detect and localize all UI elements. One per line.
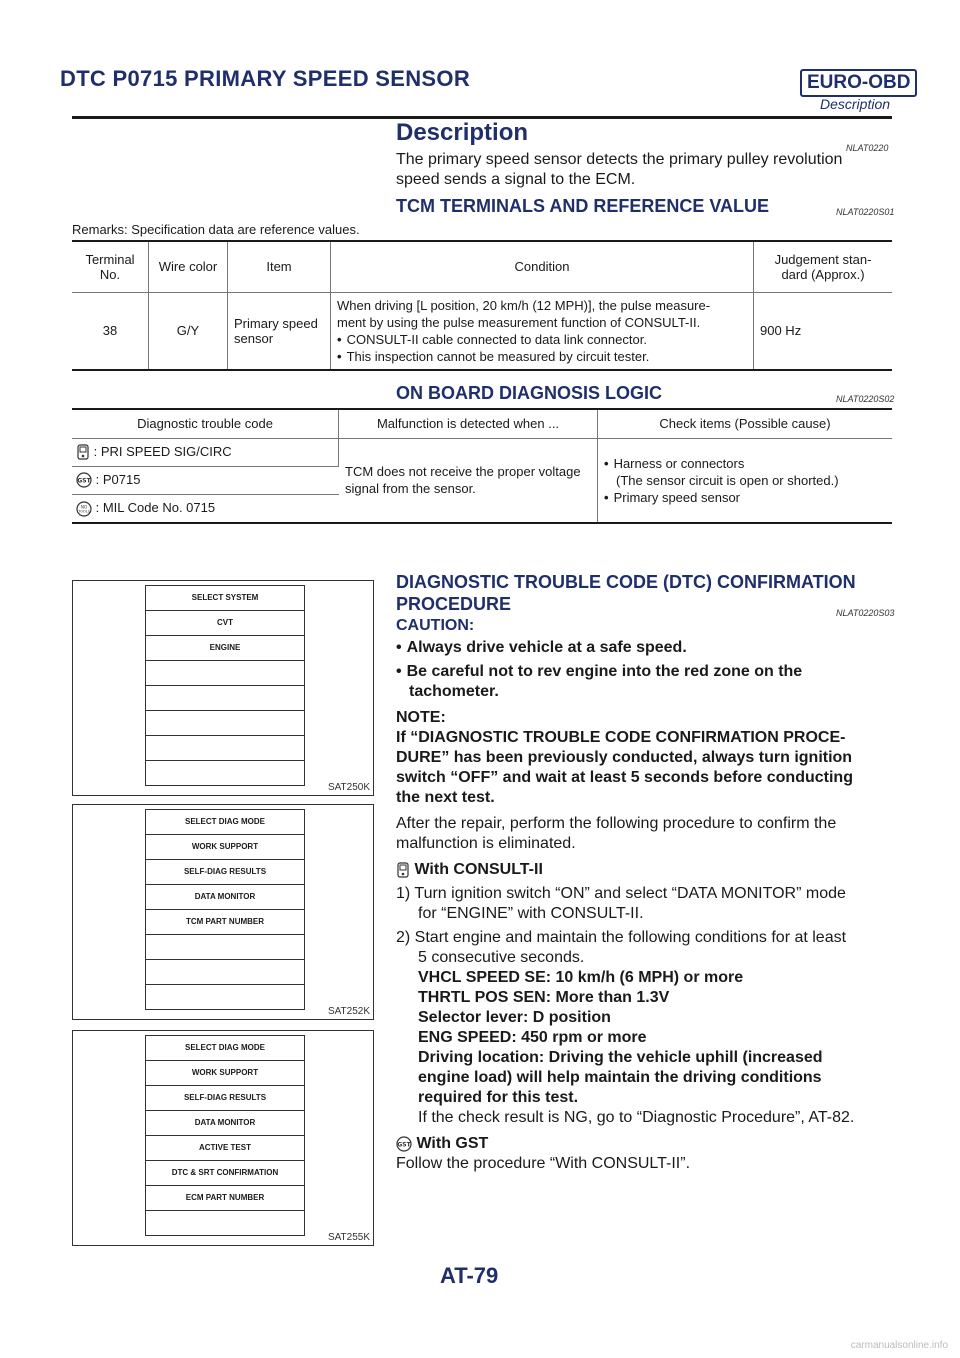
th-dtc: Diagnostic trouble code	[72, 410, 339, 438]
caution-2: • Be careful not to rev engine into the red zone on the tachometer.	[396, 662, 892, 702]
description-title: Description	[396, 119, 529, 146]
th-judgement: Judgement stan- dard (Approx.)	[754, 242, 893, 292]
description-text-1: The primary speed sensor detects the primary pulley revolution	[396, 151, 843, 168]
menu-row: WORK SUPPORT	[146, 835, 304, 860]
screen-figure-3	[72, 1030, 374, 1246]
td-code-gst: GST : P0715	[72, 466, 339, 494]
menu-row: CVT	[146, 611, 304, 636]
td-item: Primary speed sensor	[228, 292, 331, 369]
select-diag-mode-menu-ecm	[145, 1035, 305, 1236]
dtc-body	[396, 616, 892, 1174]
svg-text:GST: GST	[77, 477, 91, 485]
menu-row	[146, 711, 304, 736]
step-2: 2) Start engine and maintain the following conditions for at least 5 consecutive seconds.	[396, 929, 847, 966]
step-2-conditions: VHCL SPEED SE: 10 km/h (6 MPH) or more THRTL POS SEN: More than 1.3V Selector lever: D position ENG SPEED: 450 rpm or more Driving location: Driving the vehicle uphill (increased engine load) will help maintain the driving conditions required for this test.	[418, 969, 823, 1106]
menu-row: SELF-DIAG RESULTS	[146, 860, 304, 885]
th-detected: Malfunction is detected when ...	[339, 410, 598, 438]
menu-row: SELECT SYSTEM	[146, 586, 304, 611]
th-condition: Condition	[331, 242, 754, 292]
after-repair-text: After the repair, perform the following procedure to confirm the malfunction is eliminated.	[396, 815, 837, 852]
watermark: carmanualsonline.info	[850, 1340, 948, 1351]
table-row	[72, 438, 892, 466]
menu-row: WORK SUPPORT	[146, 1061, 304, 1086]
tcm-ref-code: NLAT0220S01	[836, 207, 895, 217]
gst-icon	[76, 472, 92, 488]
tcm-section-title: TCM TERMINALS AND REFERENCE VALUE	[396, 196, 769, 216]
tcm-table-wrap	[72, 240, 892, 371]
description-text-2: speed sends a signal to the ECM.	[396, 171, 636, 188]
td-judgement: 900 Hz	[760, 323, 802, 338]
ng-text: If the check result is NG, go to “Diagnostic Procedure”, AT-82.	[418, 1109, 855, 1126]
obd-ref-code: NLAT0220S02	[836, 394, 895, 404]
td-condition: When driving [L position, 20 km/h (12 MPH)], the pulse measure- ment by using the pulse measurement function of CONSULT-II. • CONSULT-II cable connected to data link connector. • This inspection cannot be measured by circuit tester.	[331, 292, 754, 369]
th-wire: Wire color	[149, 242, 228, 292]
caution-1: • Always drive vehicle at a safe speed.	[396, 638, 892, 658]
consult-icon	[396, 862, 410, 878]
caution-label: CAUTION:	[396, 617, 475, 634]
menu-row	[146, 686, 304, 711]
td-wire: G/Y	[149, 292, 228, 369]
menu-row	[146, 761, 304, 785]
figure-label: SAT255K	[327, 1232, 370, 1243]
page-header-title: DTC P0715 PRIMARY SPEED SENSOR	[60, 66, 471, 91]
header-subtitle: Description	[820, 96, 891, 112]
description-ref-code: NLAT0220	[846, 143, 889, 153]
with-gst-heading: GST With GST	[397, 1135, 489, 1152]
menu-row: ACTIVE TEST	[146, 1136, 304, 1161]
page-number: AT-79	[440, 1263, 499, 1288]
menu-row: ECM PART NUMBER	[146, 1186, 304, 1211]
obd-table	[72, 410, 892, 522]
menu-row: SELF-DIAG RESULTS	[146, 1086, 304, 1111]
td-check: • Harness or connectors (The sensor circuit is open or shorted.) • Primary speed sensor	[598, 438, 893, 522]
menu-row	[146, 736, 304, 761]
with-consult-heading: With CONSULT-II	[396, 860, 892, 880]
th-check: Check items (Possible cause)	[598, 410, 893, 438]
svg-text:GST: GST	[397, 1141, 411, 1149]
table-row	[72, 292, 892, 369]
note-text: If “DIAGNOSTIC TROUBLE CODE CONFIRMATION PROCE- DURE” has been previously conducted, always turn ignition switch “OFF” and wait at least 5 seconds before conducting the next test.	[396, 729, 853, 806]
consult-icon	[76, 444, 90, 460]
menu-row	[146, 661, 304, 686]
menu-row: SELECT DIAG MODE	[146, 1036, 304, 1061]
menu-row: DATA MONITOR	[146, 1111, 304, 1136]
svg-text:NO: NO	[80, 504, 88, 510]
menu-row: TCM PART NUMBER	[146, 910, 304, 935]
dtc-ref-code: NLAT0220S03	[836, 608, 895, 618]
menu-row	[146, 935, 304, 960]
menu-row	[146, 1211, 304, 1235]
td-detected: TCM does not receive the proper voltage signal from the sensor.	[339, 438, 598, 522]
td-code-mil: NO TOOLS : MIL Code No. 0715	[72, 494, 339, 522]
menu-row: ENGINE	[146, 636, 304, 661]
screen-figure-2	[72, 804, 374, 1020]
obd-table-wrap	[72, 408, 892, 524]
no-tools-icon	[76, 501, 92, 517]
step-1: 1) Turn ignition switch “ON” and select “DATA MONITOR” mode for “ENGINE” with CONSULT-II.	[396, 885, 846, 922]
menu-row	[146, 985, 304, 1009]
gst-icon	[396, 1136, 412, 1152]
select-system-menu	[145, 585, 305, 786]
menu-row: DTC & SRT CONFIRMATION	[146, 1161, 304, 1186]
dtc-section-title: DIAGNOSTIC TROUBLE CODE (DTC) CONFIRMATION PROCEDURE	[396, 572, 856, 614]
screen-figure-1	[72, 580, 374, 796]
select-diag-mode-menu	[145, 809, 305, 1010]
svg-text:TOOLS: TOOLS	[78, 509, 90, 514]
follow-text: Follow the procedure “With CONSULT-II”.	[396, 1155, 691, 1172]
th-item: Item	[228, 242, 331, 292]
menu-row: SELECT DIAG MODE	[146, 810, 304, 835]
tcm-remarks: Remarks: Specification data are reference values.	[72, 222, 360, 237]
td-terminal: 38	[72, 292, 149, 369]
figure-label: SAT252K	[327, 1006, 370, 1017]
th-terminal: Terminal No.	[72, 242, 149, 292]
obd-section-title: ON BOARD DIAGNOSIS LOGIC	[396, 383, 663, 403]
euro-obd-badge: EURO-OBD	[800, 69, 917, 97]
menu-row: DATA MONITOR	[146, 885, 304, 910]
menu-row	[146, 960, 304, 985]
note-label: NOTE:	[396, 709, 446, 726]
figure-label: SAT250K	[327, 782, 370, 793]
td-code-consult: : PRI SPEED SIG/CIRC	[72, 438, 339, 466]
tcm-table	[72, 242, 892, 369]
